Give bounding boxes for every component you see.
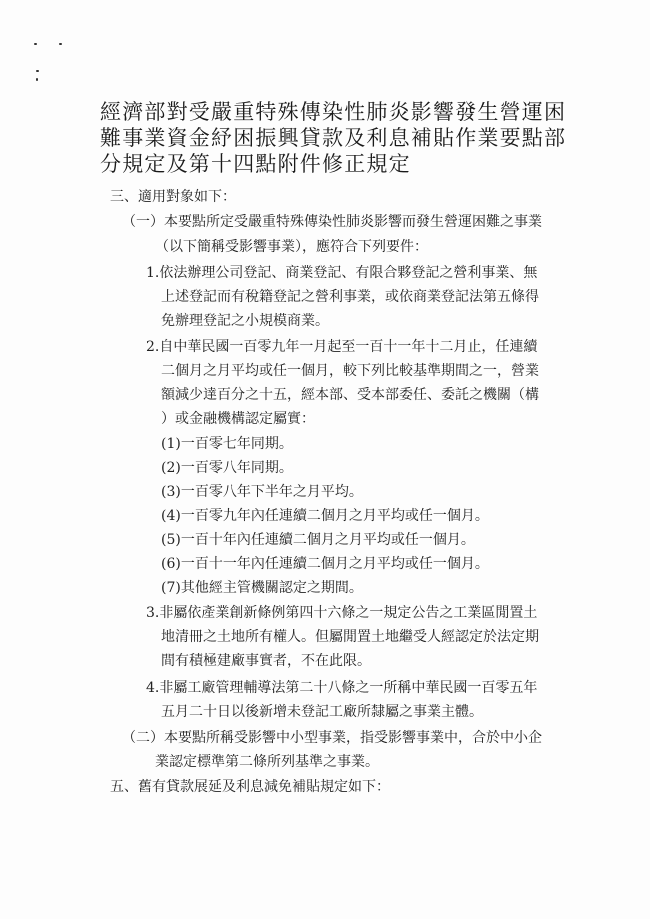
period-item: (2)一百零八年同期。 bbox=[161, 460, 293, 476]
period-item: (6)一百十一年內任連續二個月之月平均或任一個月。 bbox=[161, 556, 489, 572]
document-title-line-3: 分規定及第十四點附件修正規定 bbox=[100, 152, 411, 176]
requirement-1-line-2: 上述登記而有稅籍登記之營利事業，或依商業登記法第五條得 bbox=[161, 289, 539, 305]
period-item: (5)一百十年內任連續二個月之月平均或任一個月。 bbox=[161, 532, 475, 548]
scan-speck bbox=[36, 70, 39, 72]
document-title-line-2: 難事業資金紓困振興貸款及利息補貼作業要點部 bbox=[100, 126, 567, 150]
requirement-2-line-3: 額減少達百分之十五，經本部、受本部委任、委託之機關（構 bbox=[161, 387, 539, 403]
requirement-2-line-2: 二個月之月平均或任一個月，較下列比較基準期間之一，營業 bbox=[161, 363, 539, 379]
item-1-line-1: （一）本要點所定受嚴重特殊傳染性肺炎影響而發生營運困難之事業 bbox=[122, 214, 542, 230]
item-2-line-2: 業認定標準第二條所列基準之事業。 bbox=[155, 754, 379, 770]
item-1-line-2: （以下簡稱受影響事業），應符合下列要件： bbox=[155, 239, 428, 255]
period-item: (4)一百零九年內任連續二個月之月平均或任一個月。 bbox=[161, 508, 489, 524]
requirement-2-line-1: 2.自中華民國一百零九年一月起至一百十一年十二月止，任連續 bbox=[146, 339, 538, 355]
item-2-line-1: （二）本要點所稱受影響中小型事業，指受影響事業中，合於中小企 bbox=[122, 730, 542, 746]
section-5-heading: 五、舊有貸款展延及利息減免補貼規定如下： bbox=[110, 779, 390, 795]
requirement-4-line-2: 五月二十日以後新增未登記工廠所隸屬之事業主體。 bbox=[161, 704, 483, 720]
period-item: (3)一百零八年下半年之月平均。 bbox=[161, 484, 363, 500]
scan-speck bbox=[34, 43, 37, 45]
document-title-line-1: 經濟部對受嚴重特殊傳染性肺炎影響發生營運困 bbox=[100, 100, 567, 124]
requirement-1-line-3: 免辦理登記之小規模商業。 bbox=[161, 313, 329, 329]
requirement-4-line-1: 4.非屬工廠管理輔導法第二十八條之一所稱中華民國一百零五年 bbox=[146, 680, 538, 696]
requirement-1-line-1: 1.依法辦理公司登記、商業登記、有限合夥登記之營利事業、無 bbox=[146, 265, 538, 281]
requirement-3-line-2: 地清冊之土地所有權人。但屬閒置土地繼受人經認定於法定期 bbox=[161, 629, 539, 645]
requirement-3-line-3: 間有積極建廠事實者，不在此限。 bbox=[161, 653, 371, 669]
scan-speck bbox=[59, 43, 62, 45]
section-3-heading: 三、適用對象如下： bbox=[110, 189, 236, 205]
requirement-3-line-1: 3.非屬依產業創新條例第四十六條之一規定公告之工業區閒置土 bbox=[146, 605, 538, 621]
scan-speck bbox=[36, 78, 38, 81]
period-item: (7)其他經主管機關認定之期間。 bbox=[161, 580, 363, 596]
period-item: (1)一百零七年同期。 bbox=[161, 436, 293, 452]
requirement-2-line-4: ）或金融機構認定屬實： bbox=[161, 411, 315, 427]
